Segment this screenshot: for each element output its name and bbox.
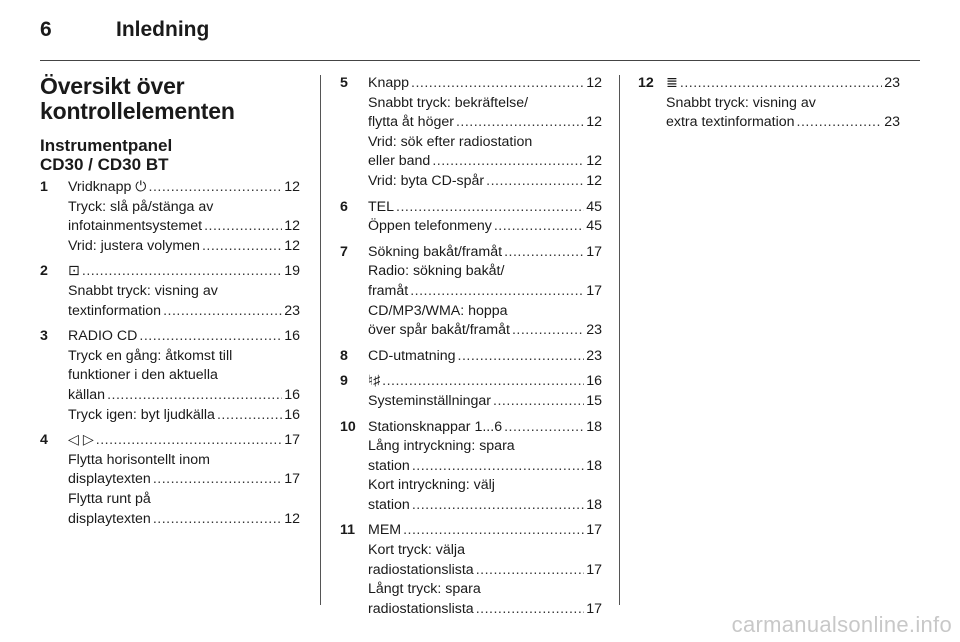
dot-leader <box>82 262 282 282</box>
entry-line <box>68 198 300 218</box>
dot-leader <box>456 113 584 133</box>
page-reference: 17 <box>586 561 602 578</box>
page-reference: 17 <box>284 432 300 449</box>
page-reference: 18 <box>586 418 602 435</box>
entry-line <box>368 302 602 322</box>
page-reference: 23 <box>284 302 300 319</box>
entry-text: Stationsknappar 1...6 <box>368 418 503 435</box>
dot-leader <box>412 496 584 516</box>
entry-line <box>68 386 300 406</box>
dot-leader <box>476 600 585 620</box>
entry-text: Tryck en gång: åtkomst till <box>68 347 233 364</box>
dot-leader <box>96 431 282 451</box>
dot-leader <box>458 347 585 367</box>
page-reference: 23 <box>884 114 900 131</box>
page-reference: 17 <box>586 282 602 299</box>
page-reference: 23 <box>884 75 900 91</box>
entry-text: radiostationslista <box>368 561 474 578</box>
entry-text: station <box>368 457 410 474</box>
entry-line <box>68 470 300 490</box>
entry-line <box>368 198 602 218</box>
entry-number: 11 <box>340 522 355 539</box>
entry-line <box>68 327 300 347</box>
instrument-panel-subtitle: Instrumentpanel CD30 / CD30 BT <box>40 136 173 174</box>
dot-leader <box>412 457 584 477</box>
entry-line <box>68 347 300 367</box>
index-entry-11 <box>340 521 602 619</box>
entry-text: Tryck igen: byt ljudkälla <box>68 406 215 423</box>
entry-line <box>68 366 300 386</box>
entry-text: extra textinformation <box>666 114 795 131</box>
column-divider-2 <box>619 75 620 605</box>
entry-text: Öppen telefonmeny <box>368 218 492 235</box>
entry-text: ⊡ <box>68 263 80 280</box>
entry-line <box>68 431 300 451</box>
page-reference: 12 <box>284 510 300 527</box>
entry-line <box>368 74 602 94</box>
page-number: 6 <box>40 18 52 41</box>
entry-line <box>368 457 602 477</box>
entry-line <box>68 510 300 530</box>
entry-line <box>68 262 300 282</box>
entry-number: 9 <box>340 373 348 390</box>
entry-line <box>68 237 300 257</box>
entry-text: Knapp <box>368 75 410 91</box>
page-reference: 23 <box>586 347 602 364</box>
dot-leader <box>504 418 584 438</box>
page-reference: 17 <box>586 522 602 539</box>
entry-line <box>368 133 602 153</box>
entry-line <box>368 217 602 237</box>
entry-line <box>368 243 602 263</box>
entry-text: ≣ <box>666 75 678 91</box>
column-3 <box>638 74 900 139</box>
entry-text: över spår bakåt/framåt <box>368 322 510 339</box>
entry-line <box>666 74 900 94</box>
entry-text: CD/MP3/WMA: hoppa <box>368 302 508 319</box>
entry-list <box>40 178 300 529</box>
entry-line <box>368 437 602 457</box>
entry-number: 4 <box>40 432 48 449</box>
entry-text: radiostationslista <box>368 600 474 617</box>
dot-leader <box>382 372 584 392</box>
entry-text: Snabbt tryck: bekräftelse/ <box>368 94 529 111</box>
entry-list <box>638 74 900 133</box>
entry-line <box>368 347 602 367</box>
column-1 <box>40 74 300 535</box>
page-reference: 17 <box>586 243 602 260</box>
entry-lines <box>368 521 602 619</box>
entry-line <box>368 152 602 172</box>
page-reference: 12 <box>284 237 300 254</box>
entry-text: ◁ ▷ <box>68 432 94 449</box>
entry-line <box>368 600 602 620</box>
page-reference: 12 <box>586 153 602 170</box>
dot-leader <box>476 561 585 581</box>
entry-line <box>368 94 602 114</box>
entry-number: 6 <box>340 198 348 215</box>
entry-text: Vrid: byta CD-spår <box>368 172 485 189</box>
column-2 <box>340 74 602 625</box>
page-reference: 45 <box>586 218 602 235</box>
index-entry-6 <box>340 198 602 237</box>
entry-lines <box>368 74 602 192</box>
section-title: Översikt över kontrollelementen <box>40 73 235 124</box>
entry-line <box>368 172 602 192</box>
entry-text: Snabbt tryck: visning av <box>666 94 816 111</box>
entry-number: 5 <box>340 75 348 91</box>
entry-text: flytta åt höger <box>368 114 454 131</box>
entry-list <box>340 74 602 619</box>
page-reference: 12 <box>586 114 602 131</box>
dot-leader <box>411 74 584 94</box>
index-entry-9 <box>340 372 602 411</box>
entry-line <box>68 406 300 426</box>
entry-text: Tryck: slå på/stänga av <box>68 198 214 215</box>
dot-leader <box>432 152 584 172</box>
entry-number: 8 <box>340 347 348 364</box>
entry-text: displaytexten <box>68 471 151 488</box>
entry-lines <box>368 418 602 516</box>
entry-line <box>666 94 900 114</box>
page-reference: 12 <box>284 179 300 195</box>
dot-leader <box>396 198 584 218</box>
dot-leader <box>504 243 584 263</box>
dot-leader <box>153 510 282 530</box>
chapter-title: Inledning <box>116 18 210 41</box>
entry-text: CD-utmatning <box>368 347 456 364</box>
index-entry-12 <box>638 74 900 133</box>
entry-line <box>368 372 602 392</box>
entry-line <box>368 476 602 496</box>
dot-leader <box>204 217 282 237</box>
index-entry-2 <box>40 262 300 321</box>
entry-lines <box>368 198 602 237</box>
entry-text: station <box>368 496 410 513</box>
dot-leader <box>512 321 584 341</box>
page-reference: 12 <box>586 172 602 189</box>
dot-leader <box>403 521 584 541</box>
entry-line <box>368 541 602 561</box>
entry-text: TEL <box>368 198 395 215</box>
entry-text: Vrid: justera volymen <box>68 237 200 254</box>
entry-text: Långt tryck: spara <box>368 581 481 598</box>
entry-lines <box>368 372 602 411</box>
dot-leader <box>202 237 282 257</box>
entry-text: framåt <box>368 282 409 299</box>
entry-text: displaytexten <box>68 510 151 527</box>
dot-leader <box>217 406 282 426</box>
header-divider <box>40 60 920 61</box>
entry-line <box>368 521 602 541</box>
entry-line <box>368 561 602 581</box>
entry-number: 1 <box>40 179 48 195</box>
entry-line <box>68 451 300 471</box>
page-reference: 45 <box>586 198 602 215</box>
column-divider-1 <box>320 75 321 605</box>
entry-lines <box>68 327 300 425</box>
index-entry-8 <box>340 347 602 367</box>
entry-text: Kort intryckning: välj <box>368 477 495 494</box>
entry-line <box>368 496 602 516</box>
entry-lines <box>368 347 602 367</box>
page-reference: 16 <box>586 373 602 390</box>
page-header <box>40 18 209 50</box>
entry-text: Kort tryck: välja <box>368 542 465 559</box>
page-reference: 12 <box>284 218 300 235</box>
entry-line <box>368 262 602 282</box>
entry-number: 12 <box>638 75 654 91</box>
dot-leader <box>680 74 882 94</box>
entry-number: 3 <box>40 328 48 345</box>
entry-line <box>68 282 300 302</box>
entry-text: Radio: sökning bakåt/ <box>368 263 505 280</box>
index-entry-5 <box>340 74 602 192</box>
dot-leader <box>163 302 282 322</box>
entry-text: Vridknapp ⏻ <box>68 179 147 195</box>
index-entry-10 <box>340 418 602 516</box>
entry-text: Vrid: sök efter radiostation <box>368 133 533 150</box>
entry-lines <box>68 431 300 529</box>
page-reference: 16 <box>284 406 300 423</box>
entry-line <box>666 113 900 133</box>
index-entry-1 <box>40 178 300 256</box>
entry-text: ♮♯ <box>368 373 381 390</box>
page-reference: 15 <box>586 392 602 409</box>
dot-leader <box>486 172 584 192</box>
dot-leader <box>107 386 282 406</box>
watermark: carmanualsonline.info <box>731 612 952 637</box>
entry-number: 2 <box>40 263 48 280</box>
dot-leader <box>149 178 283 198</box>
page-reference: 19 <box>284 263 300 280</box>
entry-line <box>368 418 602 438</box>
entry-lines <box>666 74 900 133</box>
dot-leader <box>493 392 584 412</box>
entry-number: 10 <box>340 418 356 435</box>
entry-line <box>368 392 602 412</box>
entry-text: textinformation <box>68 302 162 319</box>
entry-text: funktioner i den aktuella <box>68 367 218 384</box>
dot-leader <box>410 282 584 302</box>
page-reference: 16 <box>284 328 300 345</box>
entry-text: MEM <box>368 522 402 539</box>
entry-line <box>368 321 602 341</box>
entry-text: infotainmentsystemet <box>68 218 203 235</box>
entry-text: Systeminställningar <box>368 392 492 409</box>
entry-line <box>368 580 602 600</box>
entry-text: Flytta horisontellt inom <box>68 451 210 468</box>
entry-text: Sökning bakåt/framåt <box>368 243 503 260</box>
entry-text: eller band <box>368 153 431 170</box>
entry-text: RADIO CD <box>68 328 138 345</box>
dot-leader <box>153 470 282 490</box>
index-entry-7 <box>340 243 602 341</box>
page-reference: 18 <box>586 457 602 474</box>
entry-text: Flytta runt på <box>68 490 151 507</box>
entry-line <box>368 113 602 133</box>
entry-lines <box>68 262 300 321</box>
entry-line <box>68 490 300 510</box>
entry-lines <box>368 243 602 341</box>
entry-line <box>68 302 300 322</box>
page-reference: 23 <box>586 322 602 339</box>
entry-line <box>68 217 300 237</box>
entry-line <box>368 282 602 302</box>
page-reference: 12 <box>586 75 602 91</box>
entry-line <box>68 178 300 198</box>
dot-leader <box>797 113 883 133</box>
page-reference: 16 <box>284 386 300 403</box>
dot-leader <box>494 217 584 237</box>
page-reference: 18 <box>586 496 602 513</box>
entry-lines <box>68 178 300 256</box>
entry-text: Snabbt tryck: visning av <box>68 282 218 299</box>
index-entry-3 <box>40 327 300 425</box>
entry-number: 7 <box>340 243 348 260</box>
page-reference: 17 <box>284 471 300 488</box>
page-reference: 17 <box>586 600 602 617</box>
entry-text: källan <box>68 386 106 403</box>
dot-leader <box>139 327 282 347</box>
index-entry-4 <box>40 431 300 529</box>
entry-text: Lång intryckning: spara <box>368 438 515 455</box>
